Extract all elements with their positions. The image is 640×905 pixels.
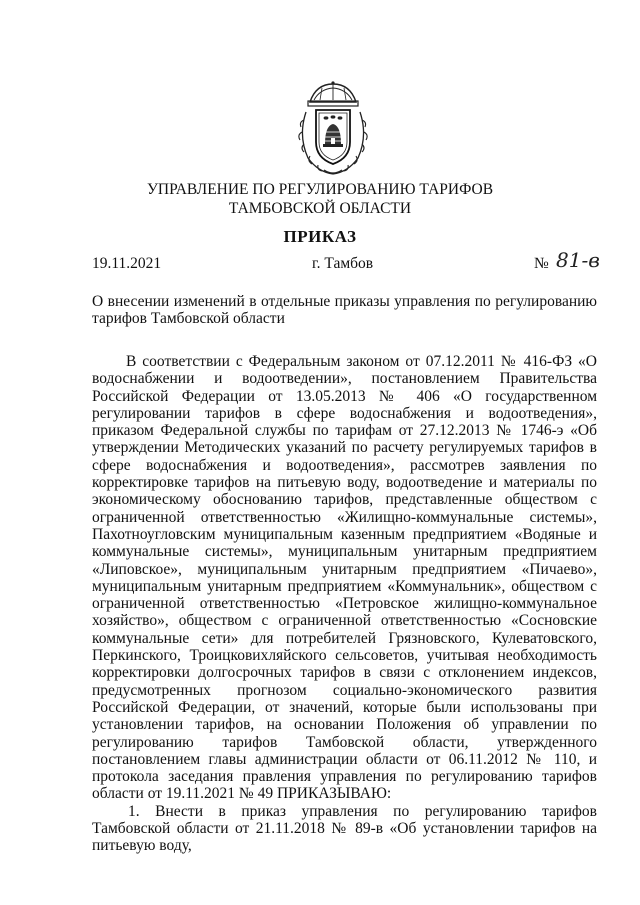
document-date: 19.11.2021 <box>92 255 162 272</box>
body-paragraph-preamble: В соответствии с Федеральным законом от 07.12.2011 № 416-ФЗ «О водоснабжении и водоотведении», постановлением Правительства Российской Федерации от 13.05.2013 № 406 «О государственном регулировании тарифов в сфере водоснабжения и водоотведения», приказом Федеральной службы по тарифам от 27.12.2013 № 1746-э «Об утверждении Методических указаний по расчету регулируемых тарифов в сфере водоснабжения и водоотведения», рассмотрев заявления по корректировке тарифов на питьевую воду, водоотведение и материалы по экономическому обоснованию тарифов, представленные обществом с ограниченной ответственностью «Жилищно-коммунальные системы», Пахотноугловским муниципальным казенным предприятием «Водяные и коммунальные системы», муниципальным унитарным предприятием «Липовское», муниципальным унитарным предприятием «Пичаево», муниципальным унитарным предприятием «Коммунальник», обществом с ограниченной ответственностью «Петровское жилищно-коммунальное хозяйство», обществом с ограниченной ответственностью «Сосновские коммунальные сети» для потребителей Грязновского, Кулеватовского, Перкинского, Троицковихляйского сельсоветов, учитывая необходимость корректировки долгосрочных тарифов в связи с отклонением индексов, предусмотренных прогнозом социально-экономического развития Российской Федерации, от значений, которые были использованы при установлении тарифов, на основании Положения об управлении по регулированию тарифов Тамбовской области, утвержденного постановлением главы администрации области от 06.11.2012 № 110, и протокола заседания правления управления по регулированию тарифов области от 19.11.2021 № 49 ПРИКАЗЫВАЮ: <box>92 353 597 803</box>
tambov-coat-of-arms-icon <box>296 80 370 176</box>
document-subject: О внесении изменений в отдельные приказы управления по регулированию тарифов Тамбовской области <box>92 293 597 327</box>
document-city: г. Тамбов <box>312 255 374 272</box>
body-paragraph-item-1: 1. Внести в приказ управления по регулированию тарифов Тамбовской области от 21.11.2018 № 89-в «Об установлении тарифов на питьевую воду, <box>92 802 597 855</box>
organization-name-line2: ТАМБОВСКОЙ ОБЛАСТИ <box>228 200 412 217</box>
document-number-label: № <box>534 255 549 272</box>
document-title: ПРИКАЗ <box>283 227 357 246</box>
organization-name-line1: УПРАВЛЕНИЕ ПО РЕГУЛИРОВАНИЮ ТАРИФОВ <box>146 181 494 198</box>
document-body <box>92 353 597 855</box>
document-number-handwritten: 81-в <box>556 248 600 272</box>
